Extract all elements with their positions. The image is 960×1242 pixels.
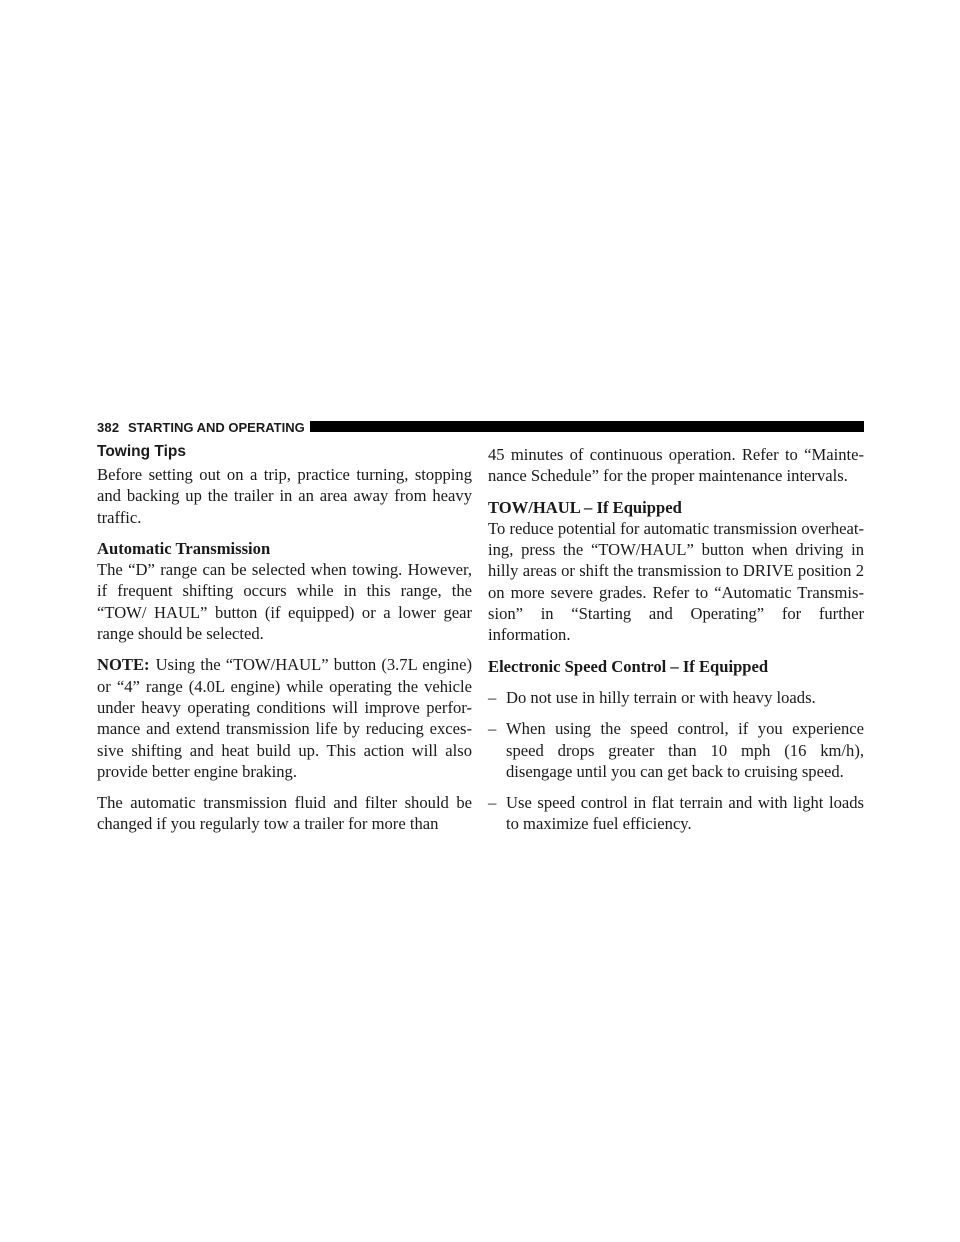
list-item bbox=[488, 687, 864, 708]
bullet-marker: – bbox=[488, 687, 497, 707]
note-paragraph bbox=[97, 654, 472, 782]
fluid-filter-continued: 45 minutes of continuous operation. Refer to “Mainte- nance Schedule” for the proper maintenance intervals. bbox=[488, 445, 864, 486]
tow-haul-text: To reduce potential for automatic transmission overheat- ing, press the “TOW/HAUL” button when driving in hilly areas or shift the transmission to DRIVE position 2 on more severe grades. Refer to “Automatic Transmis- sion” in “Starting and Operating” for further information. bbox=[488, 518, 864, 645]
header-rule bbox=[310, 421, 864, 432]
speed-control-heading: Electronic Speed Control – If Equipped bbox=[488, 656, 769, 676]
tow-haul-heading: TOW/HAUL – If Equipped bbox=[488, 497, 682, 517]
bullet-text: When using the speed control, if you experience speed drops greater than 10 mph (16 km/h), disengage until you can get back to cruising speed. bbox=[506, 719, 864, 781]
towing-tips-intro: Before setting out on a trip, practice turning, stopping and backing up the trailer in an area away from heavy traffic. bbox=[97, 465, 472, 527]
bullet-text: Do not use in hilly terrain or with heavy loads. bbox=[506, 687, 816, 707]
note-text: Using the “TOW/HAUL” button (3.7L engine) or “4” range (4.0L engine) while operating the vehicle under heavy operating conditions will improve perfor- mance and extend transmission life by reducing exces- sive shifting and heat build up. This action will also provide better engine braking. bbox=[97, 655, 472, 781]
bullet-marker: – bbox=[488, 793, 497, 813]
list-item bbox=[488, 792, 864, 835]
automatic-transmission-heading: Automatic Transmission bbox=[97, 538, 271, 558]
fluid-filter-text: The automatic transmission fluid and filter should be changed if you regularly tow a trailer for more than bbox=[97, 793, 472, 834]
automatic-transmission-text: The “D” range can be selected when towing. However, if frequent shifting occurs while in this range, the “TOW/ HAUL” button (if equipped) or a lower gear range should be selected. bbox=[97, 560, 472, 644]
bullet-marker: – bbox=[488, 719, 497, 739]
left-column bbox=[97, 440, 472, 845]
section-title: STARTING AND OPERATING bbox=[128, 420, 305, 435]
bullet-text: Use speed control in flat terrain and with light loads to maximize fuel efficiency. bbox=[506, 793, 864, 834]
page-number: 382 bbox=[97, 420, 120, 435]
list-item bbox=[488, 718, 864, 782]
towing-tips-heading: Towing Tips bbox=[97, 443, 186, 460]
note-label: NOTE: bbox=[97, 655, 150, 675]
right-column bbox=[488, 440, 864, 845]
page-header bbox=[97, 418, 864, 438]
